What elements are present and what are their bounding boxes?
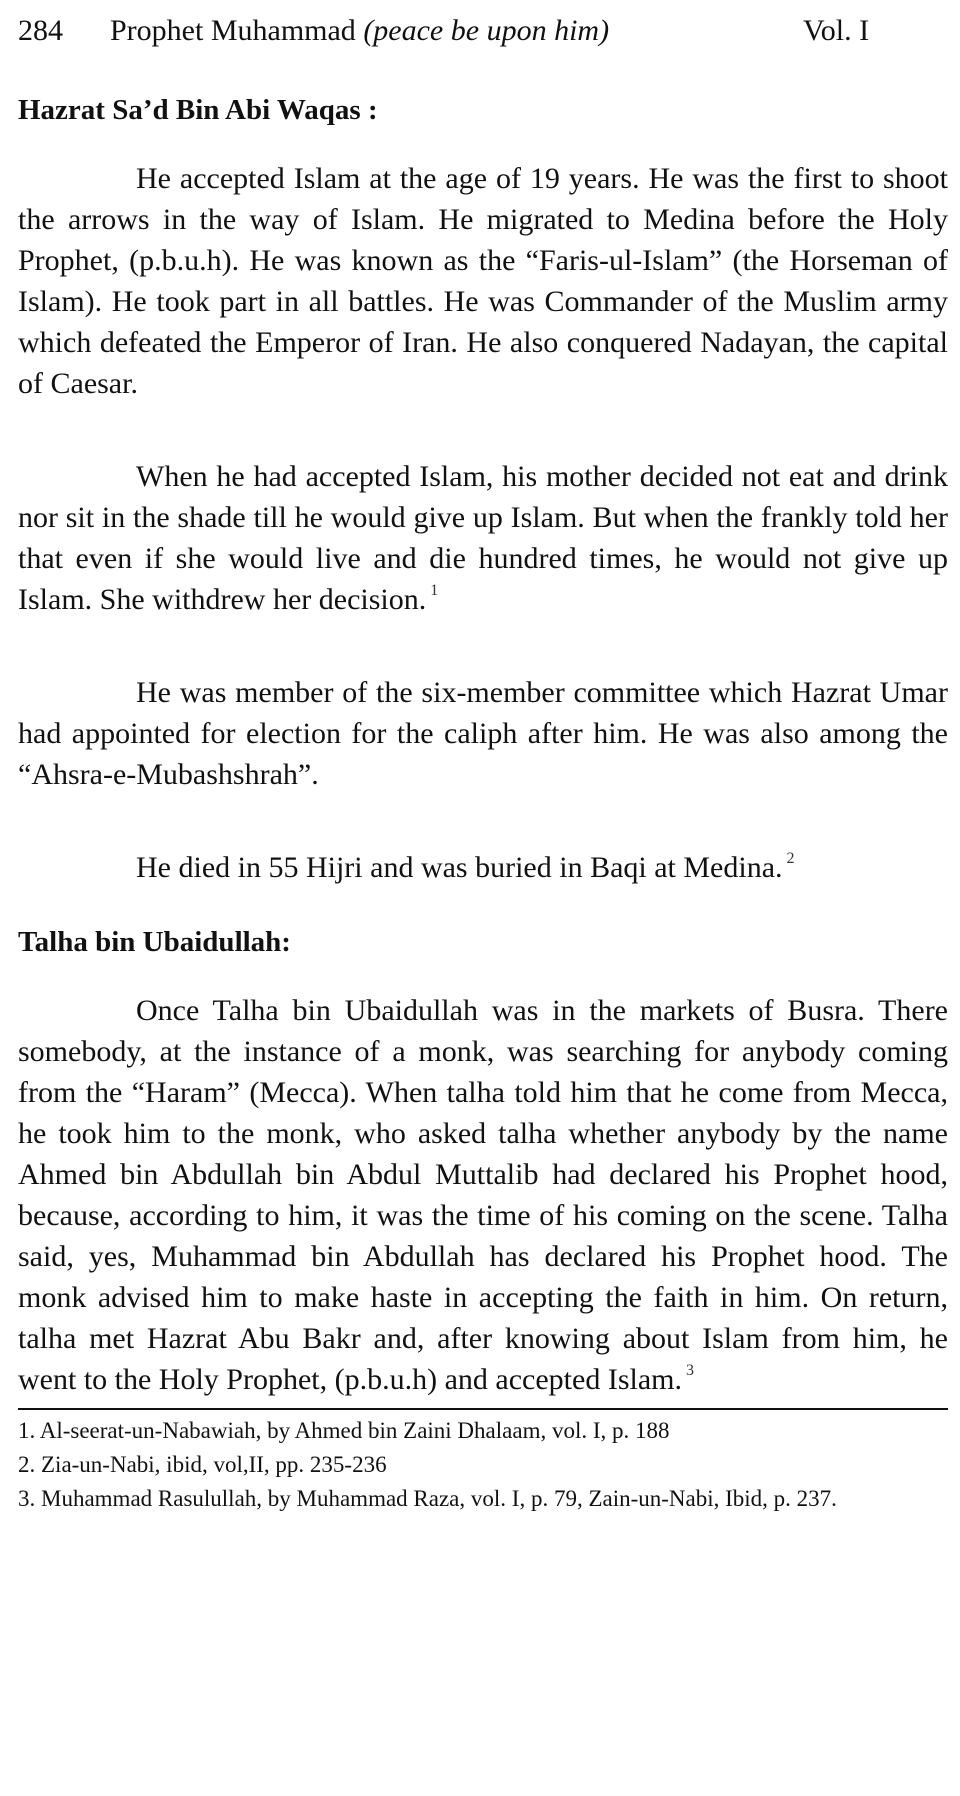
- paragraph-text: He died in 55 Hijri and was buried in Baqi at Medina.: [136, 851, 783, 884]
- paragraph: [18, 847, 948, 888]
- section-heading-talha: Talha bin Ubaidullah:: [18, 926, 291, 958]
- book-title: [110, 14, 609, 48]
- footnote-item: 3. Muhammad Rasulullah, by Muhammad Raza, vol. I, p. 79, Zain-un-Nabi, Ibid, p. 237.: [18, 1486, 837, 1511]
- book-page: [18, 0, 948, 1516]
- page-number: 284: [18, 14, 63, 47]
- book-title-text: Prophet Muhammad: [110, 14, 356, 47]
- paragraph: [18, 158, 948, 404]
- section-heading-sad: Hazrat Sa’d Bin Abi Waqas :: [18, 94, 378, 126]
- footnote-divider: [18, 1408, 948, 1410]
- paragraph-text: When he had accepted Islam, his mother decided not eat and drink nor sit in the shade till he would give up Islam. But when the frankly told her that even if she would live and die hundred times, he would not give up Islam. She withdrew her decision.: [18, 460, 948, 616]
- footnote-ref-3: 3: [685, 1362, 694, 1379]
- paragraph-text: He accepted Islam at the age of 19 years. He was the first to shoot the arrows in the way of Islam. He migrated to Medina before the Holy Prophet, (p.b.u.h). He was known as the “Faris-ul-Islam” (the Horseman of Islam). He took part in all battles. He was Commander of the Muslim army which defeated the Emperor of Iran. He also conquered Nadayan, the capital of Caesar.: [18, 162, 948, 400]
- paragraph-text: Once Talha bin Ubaidullah was in the markets of Busra. There somebody, at the instance of a monk, was searching for anybody coming from the “Haram” (Mecca). When talha told him that he come from Mecca, he took him to the monk, who asked talha whether anybody by the name Ahmed bin Abdullah bin Abdul Muttalib had declared his Prophet hood, because, according to him, it was the time of his coming on the scene. Talha said, yes, Muhammad bin Abdullah has declared his Prophet hood. The monk advised him to make haste in accepting the faith in him. On return, talha met Hazrat Abu Bakr and, after knowing about Islam from him, he went to the Holy Prophet, (p.b.u.h) and accepted Islam.: [18, 994, 948, 1396]
- running-header: [18, 0, 948, 62]
- footnote-item: 1. Al-seerat-un-Nabawiah, by Ahmed bin Zaini Dhalaam, vol. I, p. 188: [18, 1418, 670, 1443]
- paragraph-text: He was member of the six-member committee which Hazrat Umar had appointed for election for the caliph after him. He was also among the “Ahsra-e-Mubashshrah”.: [18, 676, 948, 791]
- footnote-ref-1: 1: [430, 582, 439, 599]
- book-subtitle: (peace be upon him): [363, 14, 610, 47]
- footnote-item: 2. Zia-un-Nabi, ibid, vol,II, pp. 235-236: [18, 1452, 387, 1477]
- volume-label: Vol. I: [803, 14, 870, 47]
- paragraph: [18, 990, 948, 1400]
- paragraph: [18, 672, 948, 795]
- footnotes: [18, 1414, 948, 1516]
- footnote-ref-2: 2: [786, 850, 795, 867]
- paragraph: [18, 456, 948, 620]
